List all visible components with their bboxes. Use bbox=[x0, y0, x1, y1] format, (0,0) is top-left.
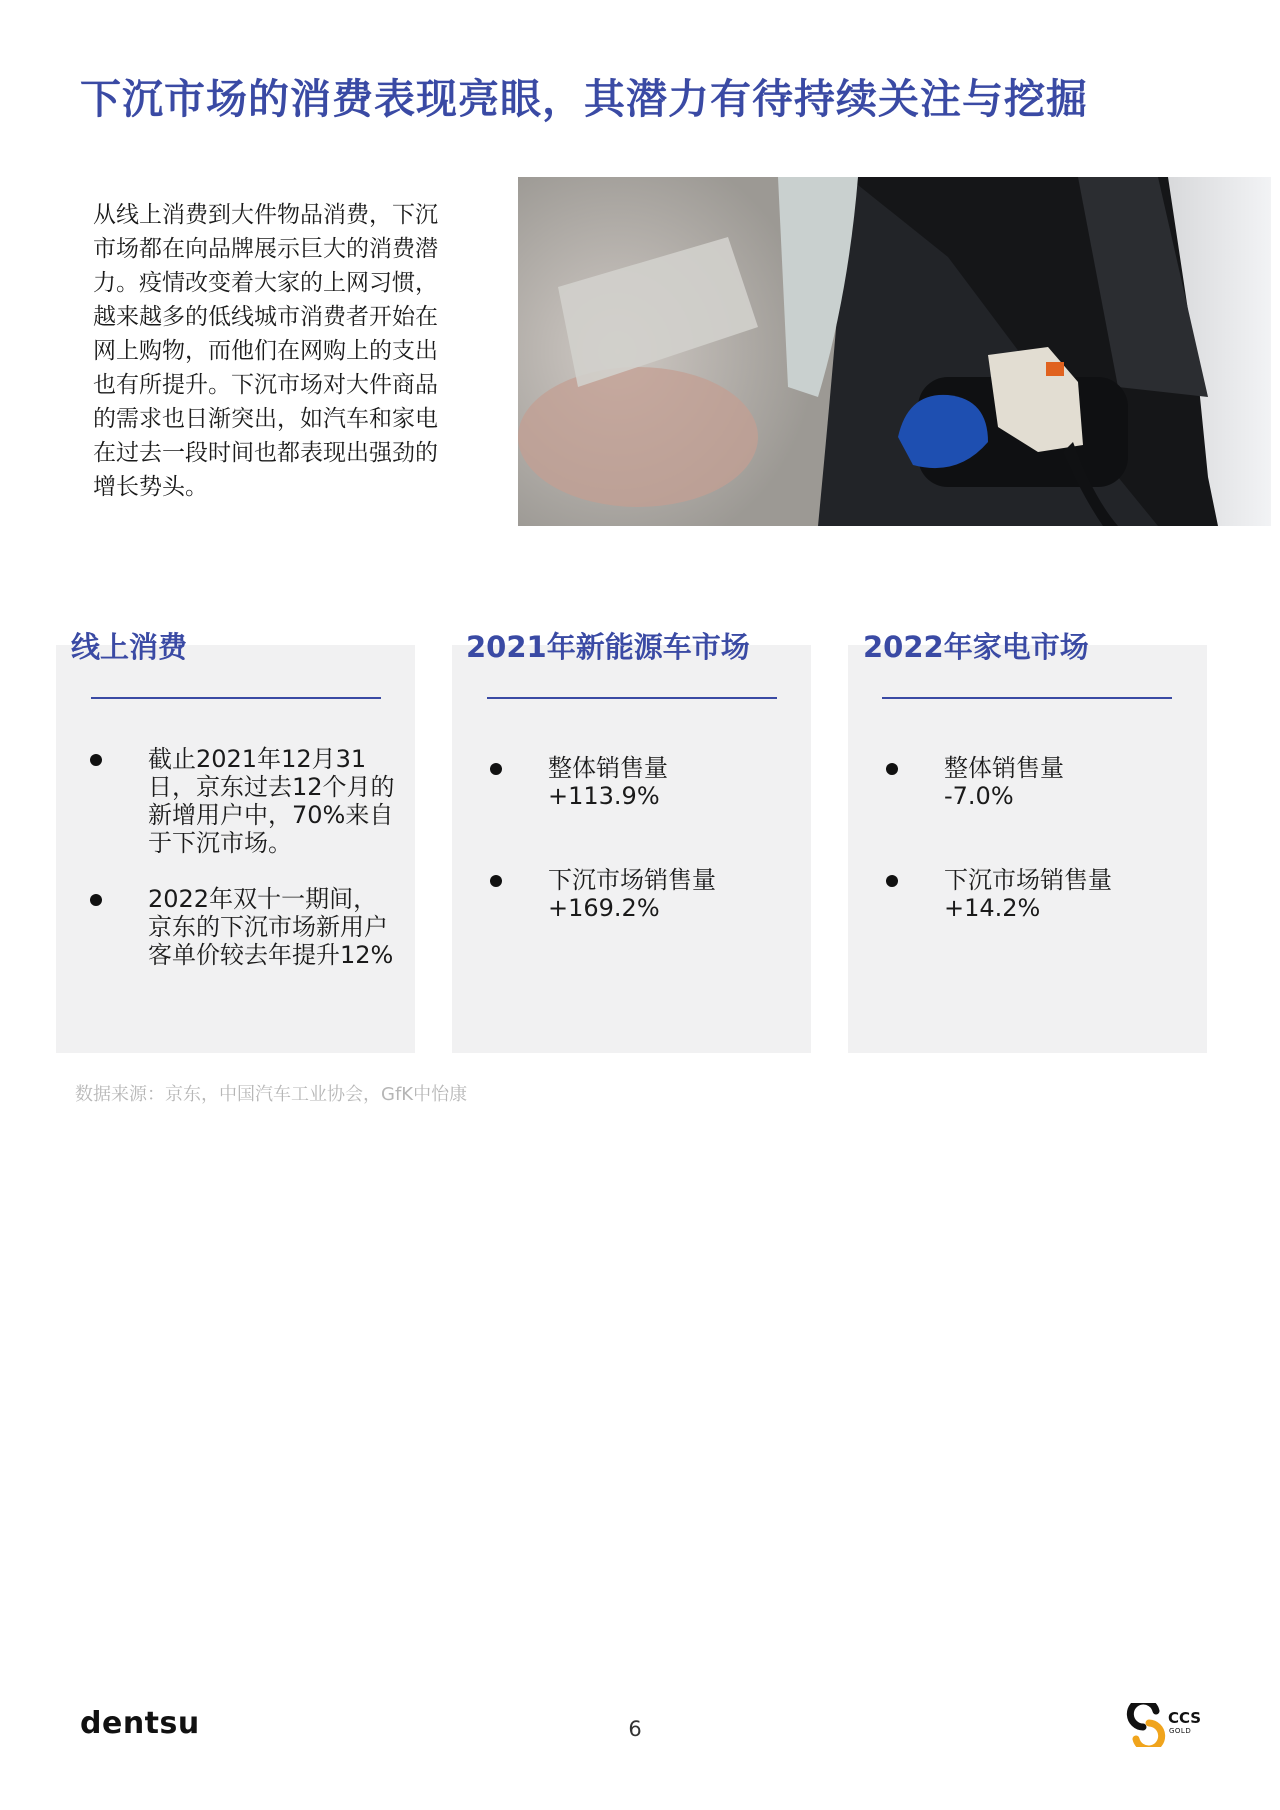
card-online-consumption-divider bbox=[91, 697, 381, 699]
bullet-icon bbox=[490, 763, 502, 775]
list-item bbox=[90, 745, 400, 857]
card-nev-market-divider bbox=[487, 697, 777, 699]
bullet-icon bbox=[886, 875, 898, 887]
bullet-value: -7.0% bbox=[944, 782, 1014, 810]
list-item bbox=[490, 866, 790, 922]
bullet-icon bbox=[90, 754, 102, 766]
ccs-gold-logo bbox=[1126, 1703, 1206, 1747]
bullet-value: +169.2% bbox=[548, 894, 660, 922]
list-item bbox=[90, 885, 400, 969]
data-source-note: 数据来源：京东，中国汽车工业协会，GfK中怡康 bbox=[75, 1084, 468, 1105]
card-online-consumption-title: 线上消费 bbox=[71, 630, 188, 664]
bullet-icon bbox=[490, 875, 502, 887]
list-item bbox=[886, 754, 1186, 810]
card-nev-market-list bbox=[490, 754, 790, 922]
page-number: 6 bbox=[628, 1717, 642, 1741]
bullet-label: 整体销售量 bbox=[944, 754, 1064, 782]
bullet-text: 2022年双十一期间，京东的下沉市场新用户客单价较去年提升12% bbox=[148, 885, 394, 969]
bullet-label: 下沉市场销售量 bbox=[548, 866, 716, 894]
card-online-consumption-list bbox=[90, 745, 400, 969]
card-appliance-market-divider bbox=[882, 697, 1172, 699]
list-item bbox=[886, 866, 1186, 922]
card-appliance-market-title: 2022年家电市场 bbox=[863, 630, 1089, 664]
bullet-label: 整体销售量 bbox=[548, 754, 668, 782]
intro-paragraph: 从线上消费到大件物品消费，下沉市场都在向品牌展示巨大的消费潜力。疫情改变着大家的上网习惯，越来越多的低线城市消费者开始在网上购物，而他们在网购上的支出也有所提升。下沉市场对大件商品的需求也日渐突出，如汽车和家电在过去一段时间也都表现出强劲的增长势头。 bbox=[93, 202, 438, 500]
card-nev-market-title: 2021年新能源车市场 bbox=[466, 630, 750, 664]
ccs-logo-text: CCS bbox=[1168, 1709, 1202, 1727]
bullet-text: 截止2021年12月31日，京东过去12个月的新增用户中，70%来自于下沉市场。 bbox=[148, 745, 395, 857]
bullet-value: +113.9% bbox=[548, 782, 660, 810]
ccs-emblem-icon bbox=[1126, 1703, 1166, 1747]
bullet-icon bbox=[90, 894, 102, 906]
page-title: 下沉市场的消费表现亮眼，其潜力有待持续关注与挖掘 bbox=[80, 75, 1088, 123]
bullet-label: 下沉市场销售量 bbox=[944, 866, 1112, 894]
dentsu-logo: dentsu bbox=[80, 1706, 200, 1741]
card-appliance-market-list bbox=[886, 754, 1186, 922]
ev-charging-photo bbox=[518, 177, 1271, 526]
ev-charging-illustration bbox=[518, 177, 1271, 526]
list-item bbox=[490, 754, 790, 810]
ccs-logo-subtext: GOLD bbox=[1169, 1727, 1192, 1735]
bullet-value: +14.2% bbox=[944, 894, 1041, 922]
bullet-icon bbox=[886, 763, 898, 775]
